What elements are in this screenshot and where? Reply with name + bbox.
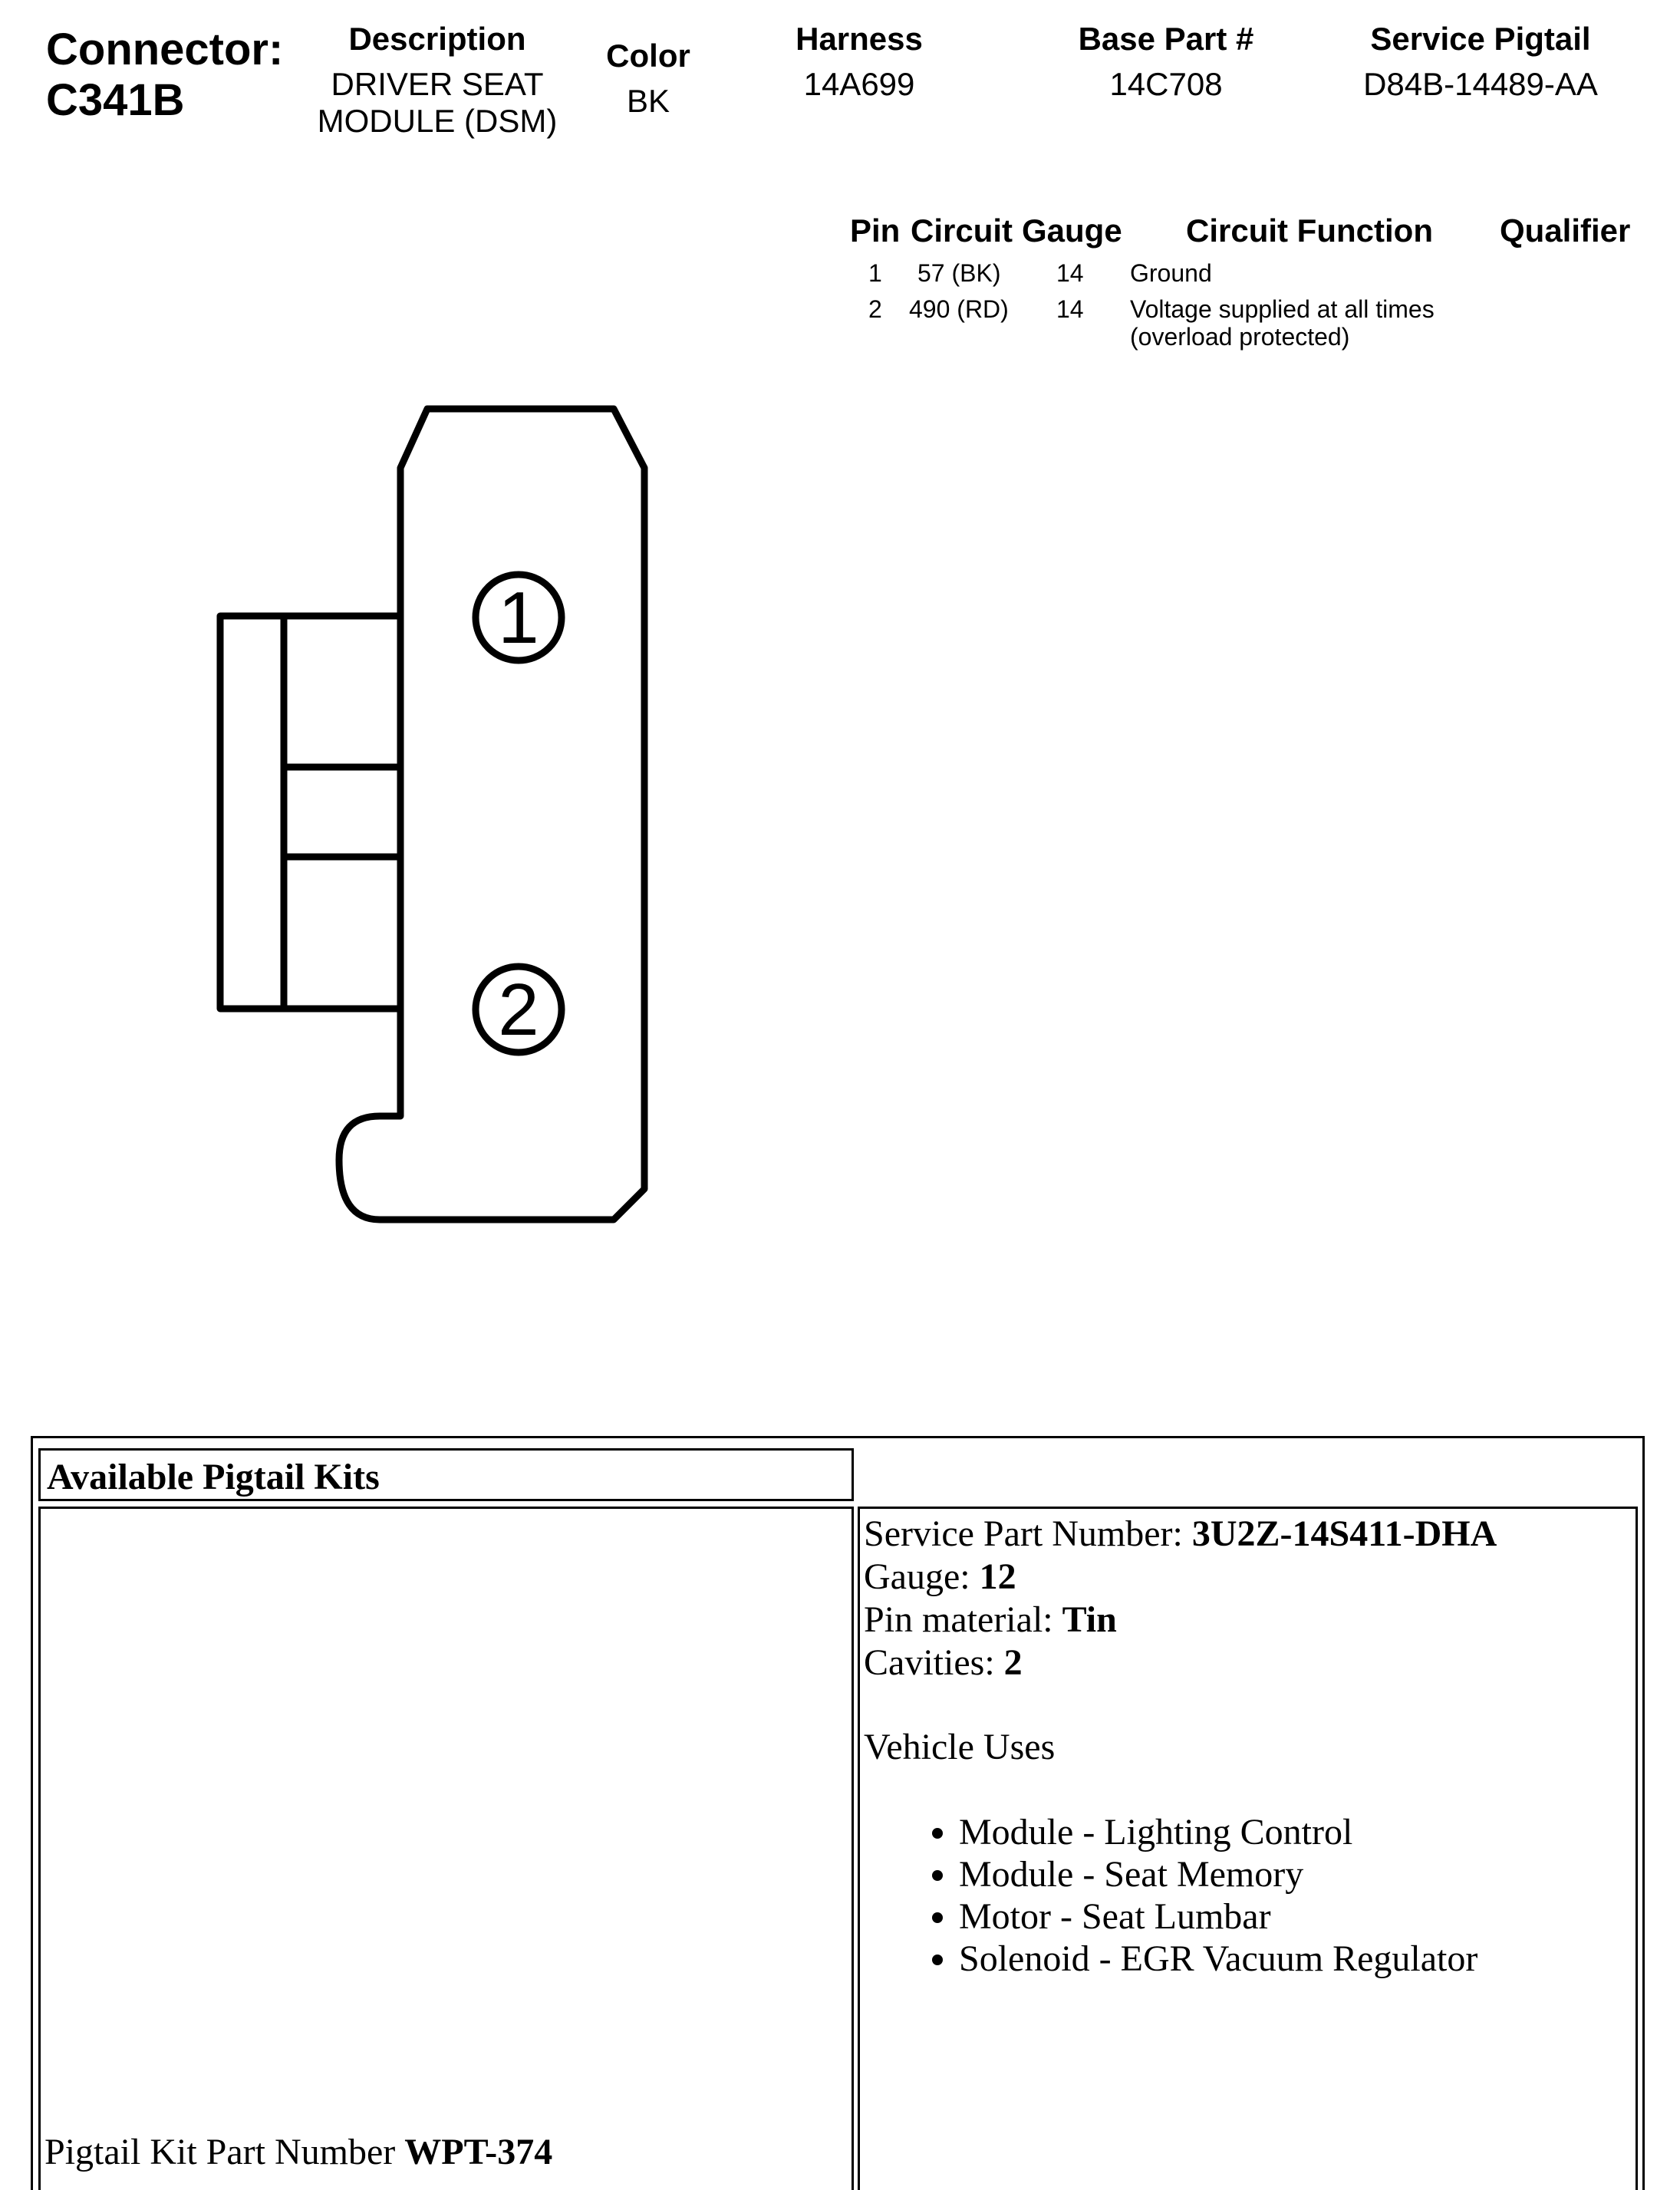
pin-row-1-circuit: 57 (BK) bbox=[917, 259, 1001, 287]
description-line-1: DRIVER SEAT bbox=[331, 66, 544, 102]
color-label: Color bbox=[606, 38, 690, 74]
cavities-line bbox=[864, 1642, 1636, 1684]
gauge-value: 12 bbox=[979, 1556, 1016, 1597]
pigtail-details-panel bbox=[858, 1507, 1638, 2190]
gauge-line bbox=[864, 1556, 1636, 1599]
connector-face-diagram bbox=[207, 395, 667, 1246]
vehicle-use-item: • Solenoid - EGR Vacuum Regulator bbox=[959, 1938, 1636, 1980]
base-part-value: 14C708 bbox=[1109, 66, 1223, 102]
pigtail-kit-part-number bbox=[44, 2131, 552, 2174]
service-pigtail-column bbox=[1335, 20, 1626, 103]
vehicle-use-item: • Motor - Seat Lumbar bbox=[959, 1895, 1636, 1938]
pin-material-label: Pin material: bbox=[864, 1599, 1062, 1640]
base-part-column bbox=[1043, 20, 1289, 103]
color-value: BK bbox=[626, 83, 670, 119]
kit-part-label: Pigtail Kit Part Number bbox=[44, 2132, 405, 2172]
pin-row-2-function-line-2: (overload protected) bbox=[1130, 323, 1350, 351]
harness-column bbox=[736, 20, 982, 103]
vehicle-use-item: • Module - Seat Memory bbox=[959, 1853, 1636, 1895]
vehicle-use-item: • Module - Lighting Control bbox=[959, 1811, 1636, 1853]
pin-row-1-function: Ground bbox=[1130, 259, 1212, 287]
pin-header: Pin bbox=[850, 212, 901, 249]
connector-latch-outer bbox=[220, 616, 400, 1009]
qualifier-header: Qualifier bbox=[1500, 212, 1631, 249]
pin-row-2-circuit: 490 (RD) bbox=[909, 295, 1009, 323]
available-pigtail-kits-heading: Available Pigtail Kits bbox=[38, 1448, 854, 1501]
gauge-label: Gauge: bbox=[864, 1556, 980, 1597]
pin-material-line bbox=[864, 1599, 1636, 1642]
service-part-value: 3U2Z-14S411-DHA bbox=[1191, 1513, 1497, 1554]
kit-part-value: WPT-374 bbox=[404, 2132, 553, 2172]
base-part-label: Base Part # bbox=[1078, 21, 1254, 57]
harness-value: 14A699 bbox=[803, 66, 915, 102]
pin-row-2-function bbox=[1130, 295, 1435, 351]
service-pigtail-value: D84B-14489-AA bbox=[1363, 66, 1598, 102]
description-label: Description bbox=[348, 21, 526, 57]
pin-row-2-function-line-1: Voltage supplied at all times bbox=[1130, 295, 1435, 323]
vehicle-uses-label: Vehicle Uses bbox=[864, 1727, 1056, 1767]
connector-id: C341B bbox=[46, 75, 185, 125]
gauge-header: Gauge bbox=[1022, 212, 1122, 249]
service-part-label: Service Part Number: bbox=[864, 1513, 1192, 1554]
vehicle-uses-list bbox=[864, 1811, 1636, 1980]
pin-1-label: 1 bbox=[498, 577, 539, 659]
pin-2-label: 2 bbox=[498, 969, 539, 1051]
pin-row-1-pin: 1 bbox=[868, 259, 882, 287]
pigtail-image-panel bbox=[38, 1507, 854, 2190]
description-column bbox=[292, 20, 583, 140]
cavities-value: 2 bbox=[1003, 1642, 1023, 1683]
description-line-2: MODULE (DSM) bbox=[317, 103, 558, 139]
service-pigtail-label: Service Pigtail bbox=[1370, 21, 1591, 57]
circuit-header: Circuit bbox=[911, 212, 1013, 249]
connector-housing-outline bbox=[339, 409, 644, 1220]
cavities-label: Cavities: bbox=[864, 1642, 1004, 1683]
pin-row-2-pin: 2 bbox=[868, 295, 882, 323]
harness-label: Harness bbox=[796, 21, 923, 57]
connector-label: Connector: bbox=[46, 25, 284, 74]
pin-material-value: Tin bbox=[1062, 1599, 1117, 1640]
pin-row-1-gauge: 14 bbox=[1056, 259, 1084, 287]
circuit-function-header: Circuit Function bbox=[1186, 212, 1433, 249]
connector-title bbox=[46, 25, 283, 126]
pin-row-2-gauge: 14 bbox=[1056, 295, 1084, 323]
color-column bbox=[583, 37, 713, 120]
service-part-number-line bbox=[864, 1513, 1636, 1556]
